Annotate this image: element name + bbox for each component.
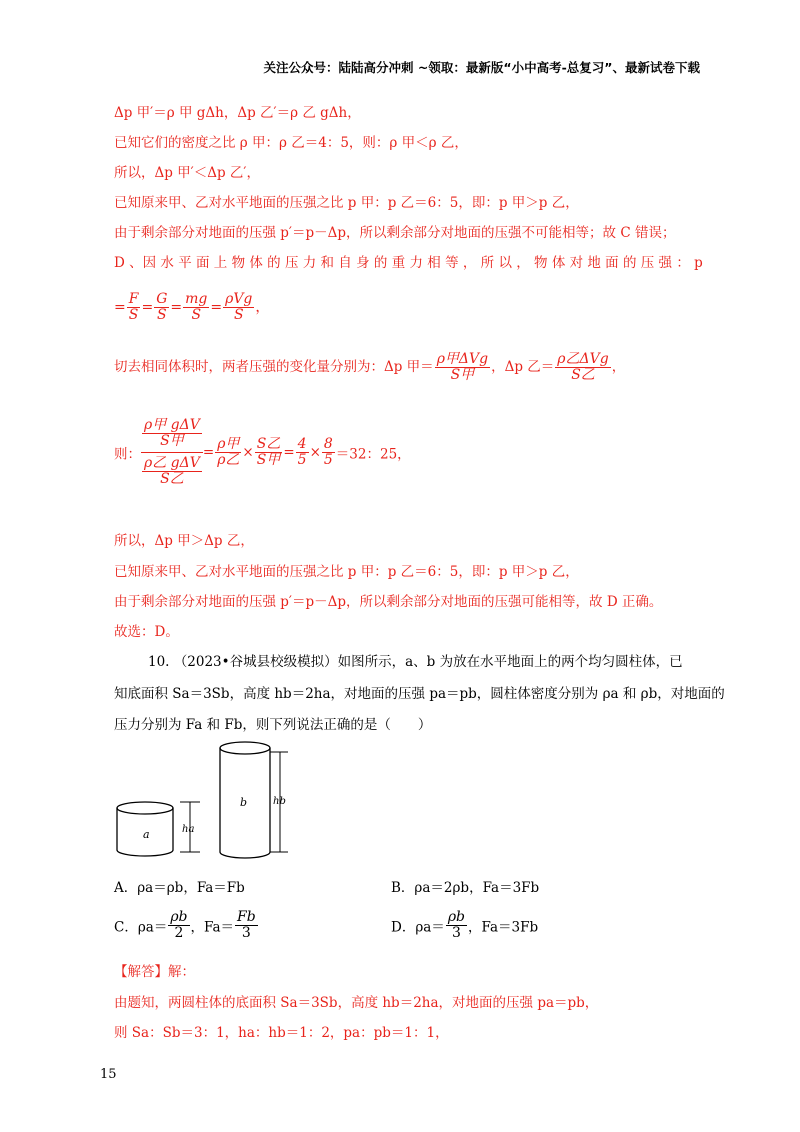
solution-line-3: 所以，Δp 甲′＜Δp 乙′， <box>114 165 260 181</box>
frac-G-S: $\frac{G}{S}$ <box>156 291 168 323</box>
solution-line-10: 所以，Δp 甲＞Δp 乙， <box>114 533 254 549</box>
cylinders-figure <box>110 740 310 865</box>
solution-line-4: 已知原来甲、乙对水平地面的压强之比 p 甲：p 乙＝6：5，即：p 甲＞p 乙， <box>114 195 579 211</box>
frac-4-5: $\frac{4}{5}$ <box>297 436 307 468</box>
ratio-prefix: 则： <box>114 446 141 463</box>
pressure-formula <box>114 292 269 323</box>
eq-sign: = <box>114 299 126 316</box>
frac-rhoVg-S: $\frac{\text{ρVg}}{S}$ <box>225 291 253 323</box>
label-hb: hb <box>273 796 286 807</box>
question-line-2: 知底面积 Sa＝3Sb，高度 hb＝2ha，对地面的压强 pa＝pb，圆柱体密度分别为 ρa 和 ρb，对地面的 <box>114 686 725 702</box>
solution-line-12: 由于剩余部分对地面的压强 p′＝p－Δp，所以剩余部分对地面的压强可能相等，故 D 正确。 <box>114 594 663 610</box>
frac-F-S: $\frac{F}{S}$ <box>128 291 139 323</box>
eq-sign: = <box>141 299 154 316</box>
frac-S-ratio: $\frac{\text{S乙}}{\text{S甲}}$ <box>256 436 281 468</box>
frac-top: $\frac{\text{ρ甲 gΔV}}{\text{S甲}}$ <box>144 417 200 449</box>
question-number: 10. <box>148 654 170 670</box>
answer-line-2: 则 Sa：Sb＝3：1，ha：hb＝1：2，pa：pb＝1：1， <box>114 1025 449 1041</box>
label-ha: ha <box>182 824 195 835</box>
page-number: 15 <box>100 1067 117 1082</box>
option-d: D．ρa＝ $\frac{\rho b}{3}$ ，Fa＝3Fb <box>391 909 539 941</box>
ratio-result: ＝32：25， <box>335 446 411 463</box>
page-header: 关注公众号：陆陆高分冲刺 ~领取：最新版“小中高考-总复习”、最新试卷下载 <box>263 60 700 75</box>
frac-option-c-2: $\frac{Fb}{3}$ <box>237 909 256 941</box>
comma: ， <box>255 299 270 316</box>
solution-line-13: 故选：D。 <box>114 624 179 640</box>
solution-line-6: D 、因 水 平 面 上 物 体 的 压 力 和 自 身 的 重 力 相 等 ， 所 以 ， 物 体 对 地 面 的 压 强 ： p <box>114 255 703 271</box>
label-b: b <box>240 796 248 809</box>
solution-line-5: 由于剩余部分对地面的压强 p′＝p－Δp，所以剩余部分对地面的压强不可能相等；故 C 错误； <box>114 225 676 241</box>
comma: ， <box>611 359 626 375</box>
frac-mg-S: $\frac{mg}{S}$ <box>185 291 208 323</box>
delta-pressure-line <box>114 352 625 383</box>
frac-8-5: $\frac{8}{5}$ <box>323 436 333 468</box>
delta-line-prefix: 切去相同体积时，两者压强的变化量分别为：Δp 甲＝ <box>114 359 434 375</box>
frac-delta-p-yi: $\frac{\text{ρ乙ΔVg}}{\text{S乙}}$ <box>557 351 609 383</box>
solution-line-2: 已知它们的密度之比 ρ 甲：ρ 乙＝4：5，则：ρ 甲＜ρ 乙， <box>114 135 468 151</box>
option-c: C．ρa＝ $\frac{\rho b}{2}$ ，Fa＝ $\frac{Fb}{3}$ <box>114 909 256 941</box>
question-line-1: 10. （2023•谷城县校级模拟）如图所示，a、b 为放在水平地面上的两个均匀圆柱体，已 <box>148 654 683 670</box>
solution-line-1: Δp 甲′＝ρ 甲 gΔh，Δp 乙′＝ρ 乙 gΔh， <box>114 105 361 121</box>
frac-option-c-1: $\frac{\rho b}{2}$ <box>170 909 188 941</box>
answer-label: 【解答】解： <box>114 964 195 980</box>
compound-fraction <box>141 418 203 487</box>
eq-sign: = <box>210 299 223 316</box>
option-a: A．ρa＝ρb，Fa＝Fb <box>114 880 245 896</box>
frac-delta-p-jia: $\frac{\text{ρ甲ΔVg}}{\text{S甲}}$ <box>436 351 489 383</box>
delta-line-mid: ，Δp 乙＝ <box>491 359 555 375</box>
label-a: a <box>143 828 150 841</box>
ratio-formula: 则： $\frac{\text{ρ甲 gΔV}}{\text{S甲}}$ $\frac{\text{ρ乙 gΔV}}{\text{S乙}}$ = $\frac{\text{ρ甲}}{\text{ρ乙}}$ × $\frac{\text{S乙}}{\text{S甲}}$ = $\frac{4}{5}$ × $\frac{8}{5}$ ＝32：25， <box>114 417 411 487</box>
eq-sign: = <box>170 299 183 316</box>
option-b: B．ρa＝2ρb，Fa＝3Fb <box>391 880 540 896</box>
solution-line-11: 已知原来甲、乙对水平地面的压强之比 p 甲：p 乙＝6：5，即：p 甲＞p 乙， <box>114 564 579 580</box>
answer-line-1: 由题知，两圆柱体的底面积 Sa＝3Sb，高度 hb＝2ha，对地面的压强 pa＝pb， <box>114 995 599 1011</box>
frac-rho-ratio: $\frac{\text{ρ甲}}{\text{ρ乙}}$ <box>217 436 240 468</box>
question-line-3: 压力分别为 Fa 和 Fb，则下列说法正确的是（ ） <box>114 717 432 733</box>
frac-option-d: $\frac{\rho b}{3}$ <box>447 909 466 941</box>
frac-bottom: $\frac{\text{ρ乙 gΔV}}{\text{S乙}}$ <box>144 455 200 487</box>
